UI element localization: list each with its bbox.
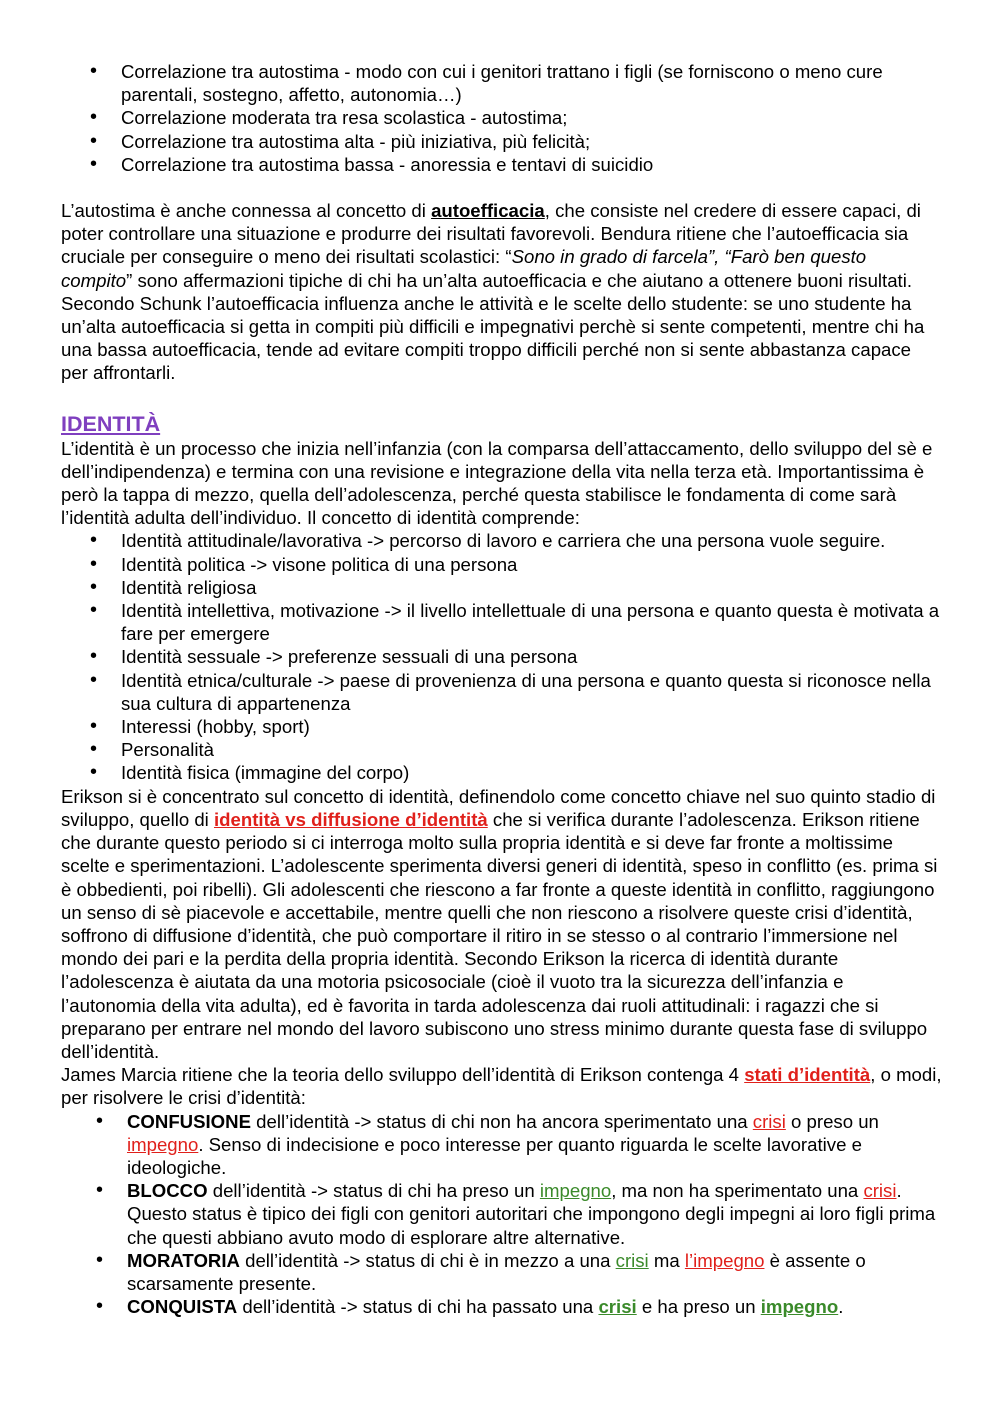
- identity-intro-paragraph: L’identità è un processo che inizia nell’infanzia (con la comparsa dell’attaccamento, dello sviluppo del sè e dell’indipendenza) e termina con una revisione e integrazione della vita nella terza età. Importantissima è però la tappa di mezzo, quella dell’adolescenza, perché questa stabilisce le fondamenta di come sarà l’identità adulta dell’individuo. Il concetto di identità comprende:: [61, 437, 933, 529]
- keyword-impegno: impegno: [127, 1133, 199, 1155]
- correlation-list: [61, 60, 942, 176]
- keyword-crisi: crisi: [615, 1249, 649, 1271]
- keyword-crisi: crisi: [752, 1110, 786, 1132]
- list-item: • Correlazione moderata tra resa scolastica - autostima;: [61, 106, 942, 129]
- identity-list: [61, 529, 942, 784]
- list-item: • Correlazione tra autostima bassa - anoressia e tentavi di suicidio: [61, 153, 942, 176]
- list-item: • Identità sessuale -> preferenze sessuali di una persona: [61, 645, 942, 668]
- keyword-crisi: crisi: [863, 1180, 897, 1202]
- list-item: • Identità intellettiva, motivazione -> il livello intellettuale di una persona e quanto questa è motivata a fare per emergere: [61, 599, 942, 645]
- term-stati-identita: stati d’identità: [744, 1064, 871, 1086]
- list-item: • Identità fisica (immagine del corpo): [61, 761, 942, 784]
- list-item: • Identità etnica/culturale -> paese di provenienza di una persona e quanto questa si riconosce nella sua cultura di appartenenza: [61, 669, 942, 715]
- term-identita-vs-diffusione: identità vs diffusione d’identità: [213, 808, 488, 830]
- section-heading: IDENTITÀ: [61, 411, 161, 436]
- keyword-crisi: crisi: [598, 1296, 637, 1318]
- keyword-impegno: impegno: [760, 1296, 839, 1318]
- identity-states-list: [61, 1110, 942, 1319]
- list-item: • Identità politica -> visone politica di una persona: [61, 553, 942, 576]
- keyword-impegno: l’impegno: [684, 1249, 765, 1271]
- list-item: • Interessi (hobby, sport): [61, 715, 942, 738]
- quote: Sono in grado di farcela”, “Farò ben questo compito: [61, 246, 867, 291]
- list-item: • Identità attitudinale/lavorativa -> percorso di lavoro e carriera che una persona vuole seguire.: [61, 529, 942, 552]
- list-item: • Identità religiosa: [61, 576, 942, 599]
- list-item: • Correlazione tra autostima alta - più iniziativa, più felicità;: [61, 130, 942, 153]
- state-confusione: • CONFUSIONE dell’identità -> status di chi non ha ancora sperimentato una crisi o preso un impegno. Senso di indecisione e poco interesse per quanto riguarda le scelte lavorative e ideologiche.: [61, 1110, 942, 1180]
- state-moratoria: • MORATORIA dell’identità -> status di chi è in mezzo a una crisi ma l’impegno è assente o scarsamente presente.: [61, 1249, 942, 1295]
- state-blocco: • BLOCCO dell’identità -> status di chi ha preso un impegno, ma non ha sperimentato una crisi. Questo status è tipico dei figli con genitori autoritari che impongono degli impegni ai loro figli prima che questi abbiano avuto modo di esplorare altre alternative.: [61, 1179, 942, 1249]
- list-item: • Personalità: [61, 738, 942, 761]
- keyword-impegno: impegno: [539, 1180, 612, 1202]
- term-autoefficacia: autoefficacia: [431, 200, 545, 222]
- list-item: • Correlazione tra autostima - modo con cui i genitori trattano i figli (se forniscono o meno cure parentali, sostegno, affetto, autonomia…): [61, 60, 942, 106]
- autoefficacia-paragraph: L’autostima è anche connessa al concetto di autoefficacia, che consiste nel credere di essere capaci, di poter controllare una situazione e produrre dei risultati favorevoli. Bendura ritiene che l’autoefficacia sia cruciale per conseguire o meno dei risultati scolastici: “Sono in grado di farcela”, “Farò ben questo compito” sono affermazioni tipiche di chi ha un’alta autoefficacia e che aiutano a ottenere buoni risultati. Secondo Schunk l’autoefficacia influenza anche le attività e le scelte dello studente: se uno studente ha un’alta autoefficacia si getta in compiti più difficili e impegnativi perchè si sente competenti, mentre chi ha una bassa autoefficacia, tende ad evitare compiti troppo difficili perché non si sente abbastanza capace per affrontarli.: [61, 200, 925, 384]
- marcia-paragraph: James Marcia ritiene che la teoria dello sviluppo dell’identità di Erikson contenga 4 stati d’identità, o modi, per risolvere le crisi d’identità:: [61, 1064, 942, 1109]
- erikson-paragraph: Erikson si è concentrato sul concetto di identità, definendolo come concetto chiave nel suo quinto stadio di sviluppo, quello di identità vs diffusione d’identità che si verifica durante l’adolescenza. Erikson ritiene che durante questo periodo si ci interroga molto sulla propria identità e si deve far fronte a moltissime scelte e sperimentazioni. L’adolescente sperimenta diversi generi di identità, speso in conflitto (es. prima si è obbedienti, poi ribelli). Gli adolescenti che riescono a far fronte a queste identità in conflitto, raggiungono un senso di sè piacevole e accettabile, mentre quelli che non riescono a risolvere queste crisi d’identità, soffrono di diffusione d’identità, che può comportare il ritiro in se stesso o al contrario l’immersione nel mondo dei pari e la perdita della propria identità. Secondo Erikson la ricerca di identità durante l’adolescenza è aiutata da una motoria psicosociale (cioè il vuoto tra la sicurezza dell’infanzia e l’autonomia della vita adulta), ed è favorita in tarda adolescenza dai ruoli attitudinali: i ragazzi che si preparano per entrare nel mondo del lavoro subiscono uno stress minimo durante questa fase di sviluppo dell’identità.: [61, 785, 938, 1062]
- state-conquista: • CONQUISTA dell’identità -> status di chi ha passato una crisi e ha preso un impegno.: [61, 1295, 942, 1318]
